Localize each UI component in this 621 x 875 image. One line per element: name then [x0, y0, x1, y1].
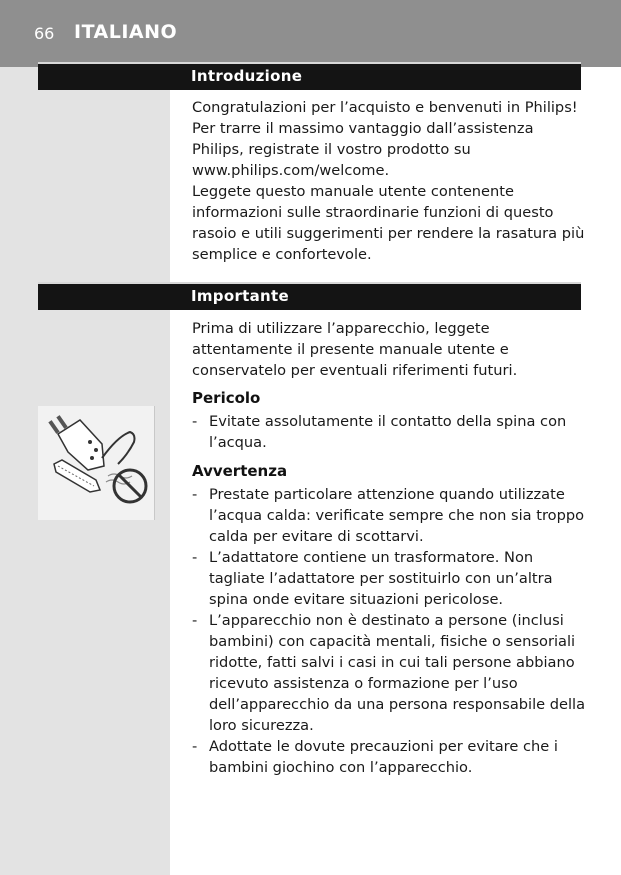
section-title-intro: Introduzione [191, 67, 303, 85]
language-title: ITALIANO [74, 21, 178, 43]
intro-paragraph: Congratulazioni per l’acquisto e benvenuti in Philips! Per trarre il massimo vantaggio dall’assistenza Philips, registrate il vostro prodotto su www.philips.com/welcome. [192, 99, 578, 179]
list-item: - Adottate le dovute precauzioni per evitare che i bambini giochino con l’apparecchio. [192, 736, 587, 778]
list-item: - Prestate particolare attenzione quando utilizzate l’acqua calda: verificate sempre che non sia troppo calda per evitare di scottarvi. [192, 484, 587, 547]
page-number: 66 [34, 24, 55, 43]
important-intro-text: Prima di utilizzare l’apparecchio, leggete attentamente il presente manuale utente e conservatelo per eventuali riferimenti futuri. [192, 320, 518, 379]
illustration-panel [38, 406, 155, 520]
warning-heading: Avvertenza [192, 462, 288, 480]
list-item: - L’apparecchio non è destinato a persone (inclusi bambini) con capacità mentali, fisiche o sensoriali ridotte, fatti salvi i casi in cui tali persone abbiano ricevuto assistenza o formazione per l’uso dell’apparecchio da una persona responsabile della loro sicurezza. [192, 610, 587, 736]
intro-body [192, 97, 587, 265]
warning-list [192, 484, 587, 778]
list-item: - L’adattatore contiene un trasformatore. Non tagliate l’adattatore per sostituirlo con un’altra spina onde evitare situazioni pericolose. [192, 547, 587, 610]
important-intro [192, 318, 587, 381]
section-bar-intro [38, 62, 581, 90]
plug-no-water-icon [38, 406, 154, 520]
intro-paragraph: Leggete questo manuale utente contenente informazioni sulle straordinarie funzioni di questo rasoio e utili suggerimenti per rendere la rasatura più semplice e confortevole. [192, 183, 585, 263]
section-title-important: Importante [191, 287, 289, 305]
section-bar-important [38, 282, 581, 310]
danger-list [192, 411, 587, 453]
page-header [0, 0, 621, 67]
danger-heading: Pericolo [192, 389, 261, 407]
list-item: - Evitate assolutamente il contatto della spina con l’acqua. [192, 411, 587, 453]
